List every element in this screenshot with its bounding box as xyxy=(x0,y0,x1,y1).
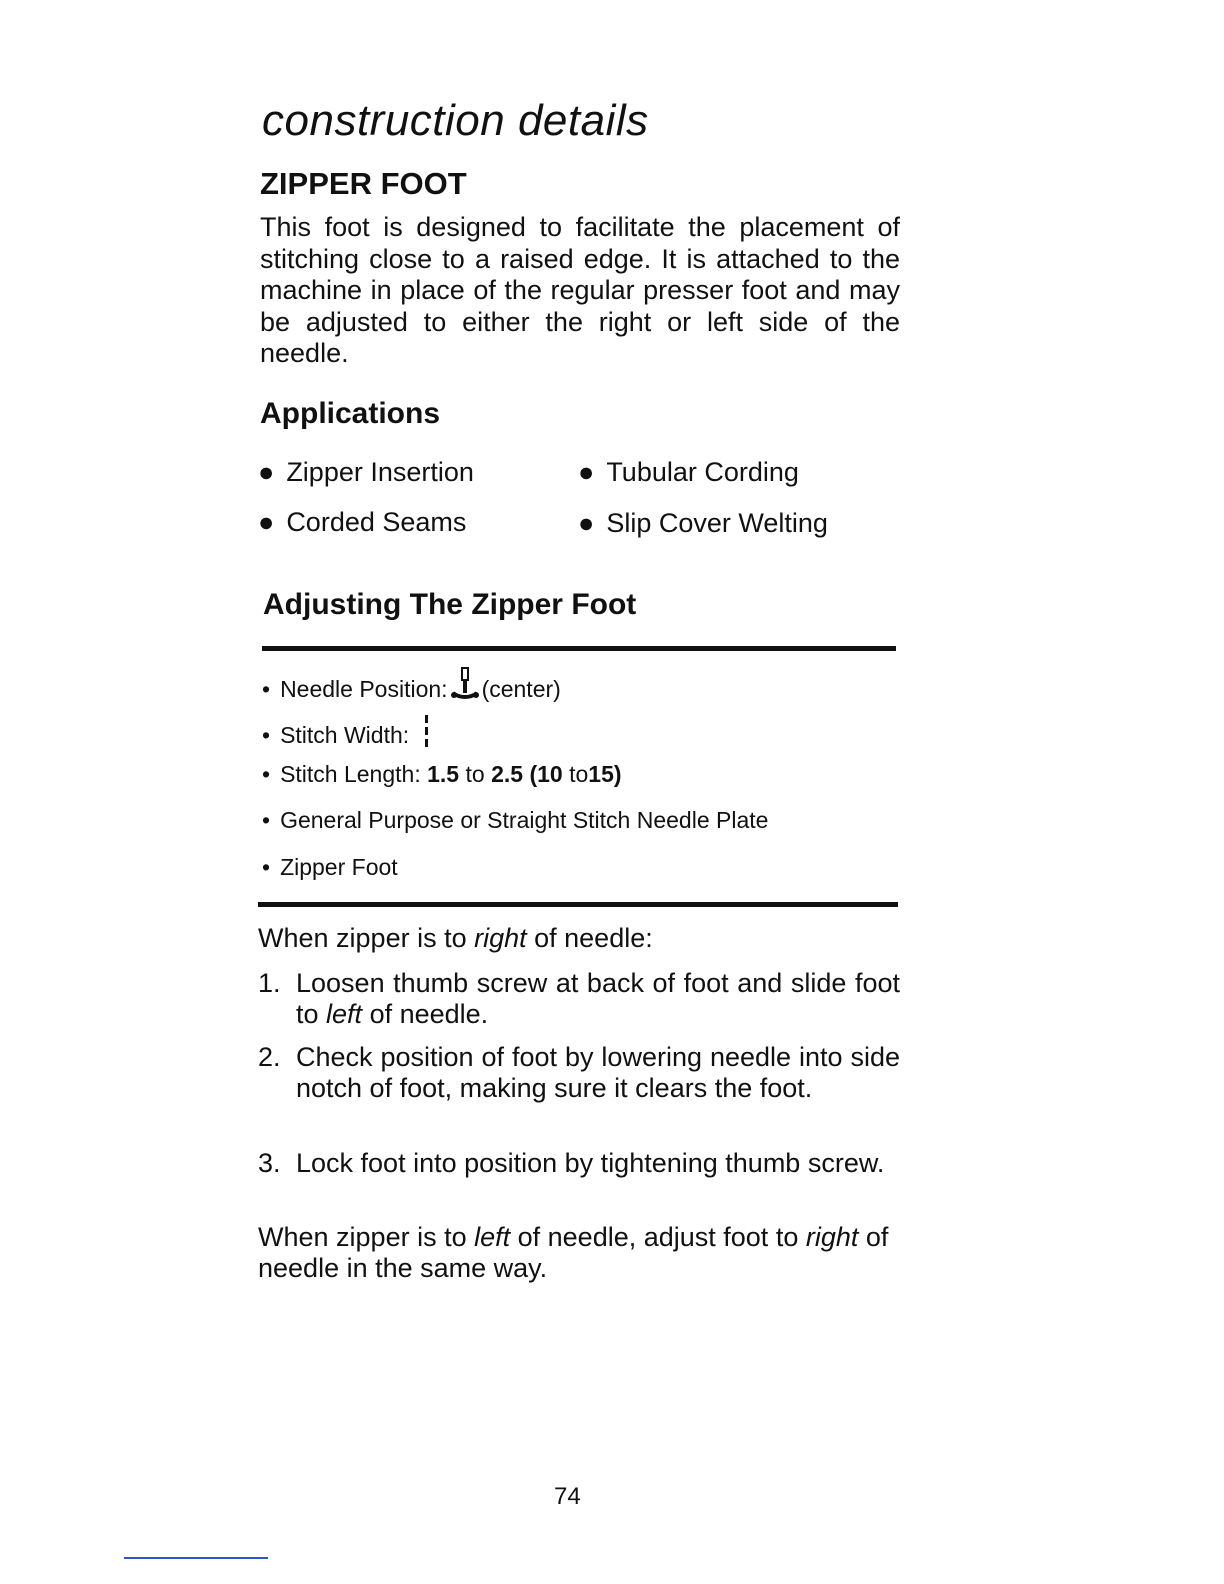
bullet: ● xyxy=(258,457,275,487)
page-number: 74 xyxy=(554,1483,581,1510)
bullet: ● xyxy=(578,457,595,487)
section-title: construction details xyxy=(262,96,649,145)
top-divider xyxy=(262,646,896,651)
application-item: ● Tubular Cording xyxy=(578,457,799,487)
bullet: ● xyxy=(258,507,275,537)
step-1: 1. Loosen thumb screw at back of foot and slide foot to left of needle. xyxy=(258,968,900,1029)
bullet: ● xyxy=(578,508,595,538)
intro-paragraph: This foot is designed to facilitate the placement of stitching close to a raised edge. It is attached to the machine in place of the regular presser foot and may be adjusted to either the right or left side of the needle. xyxy=(260,212,900,368)
spec-needle-plate: • General Purpose or Straight Stitch Needle Plate xyxy=(262,807,769,833)
spec-needle-position: • Needle Position: (center) xyxy=(262,667,561,707)
step-3: 3. Lock foot into position by tightening thumb screw. xyxy=(258,1148,885,1178)
stitch-width-zero-icon xyxy=(423,713,431,755)
application-item: ● Corded Seams xyxy=(258,507,467,537)
left-case-paragraph: When zipper is to left of needle, adjust foot to right of needle in the same way. xyxy=(258,1222,889,1283)
spec-stitch-length: • Stitch Length: 1.5 to 2.5 (10 to15) xyxy=(262,761,622,787)
adjusting-heading: Adjusting The Zipper Foot xyxy=(263,588,637,621)
application-item: ● Zipper Insertion xyxy=(258,457,474,487)
footer-line xyxy=(124,1557,268,1559)
needle-center-icon xyxy=(450,667,480,707)
bottom-divider xyxy=(258,902,898,907)
spec-stitch-width: • Stitch Width: xyxy=(262,713,431,755)
step-2: 2. Check position of foot by lowering needle into side notch of foot, making sure it clears the foot. xyxy=(258,1042,900,1103)
zipper-foot-heading: ZIPPER FOOT xyxy=(260,166,467,201)
applications-heading: Applications xyxy=(260,397,441,430)
right-case-intro: When zipper is to right of needle: xyxy=(258,923,653,953)
application-item: ● Slip Cover Welting xyxy=(578,508,828,538)
spec-foot: • Zipper Foot xyxy=(262,854,398,880)
